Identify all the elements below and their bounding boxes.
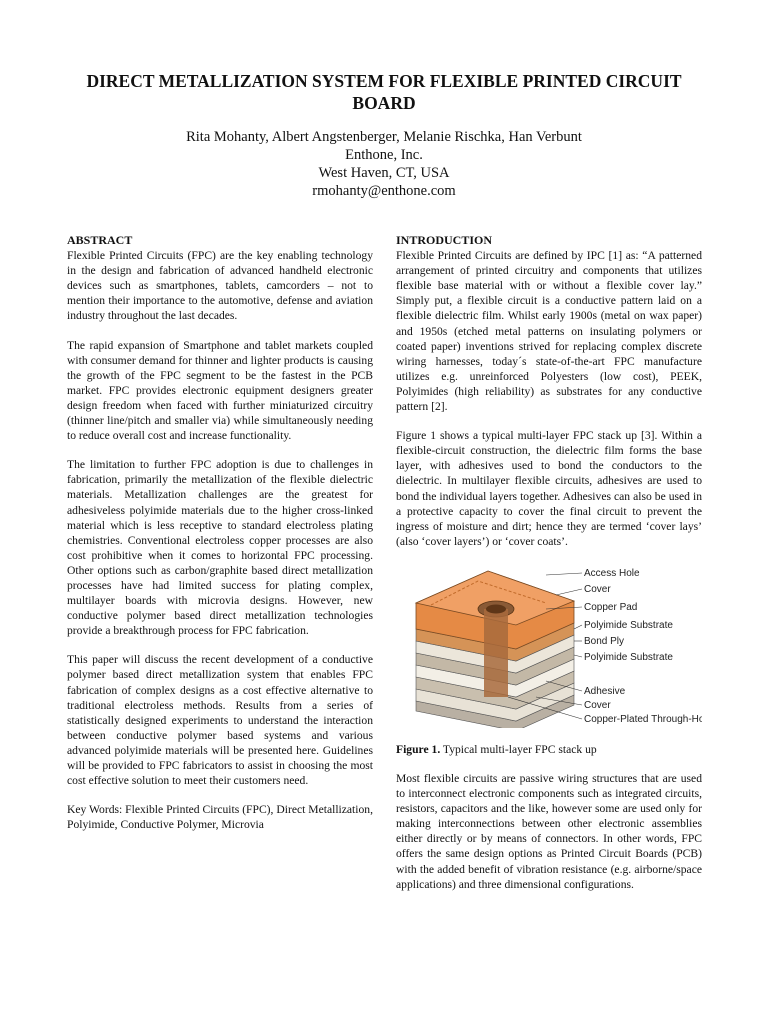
figure-1-caption — [396, 742, 702, 757]
abstract-paragraph-3: The limitation to further FPC adoption is due to challenges in fabrication, primarily the metallization of the flexible dielectric materials. Metallization challenges are the greatest for adhesiveless polyimide materials due to the higher cross-linked material which is less receptive to standard electroless plating chemistries. Conventional electroless copper processes are also cost prohibitive when it comes to horizontal FPC processing. Other options such as carbon/graphite based direct metallization processes have had limited success for plating complex, multilayer boards with microvia designs. However, new conductive polymer based direct metallization technologies provide a breakthrough process for FPC fabrication. — [67, 458, 373, 638]
callout-cover-top: Cover — [584, 583, 611, 595]
callout-polyimide-substrate-2: Polyimide Substrate — [584, 651, 673, 663]
abstract-paragraph-1: Flexible Printed Circuits (FPC) are the key enabling technology in the design and fabrication of advanced handheld electronic devices such as smartphones, tablets, camcorders – not to mention their importance to the automotive, defense and aviation industry throughout the last decades. — [67, 249, 373, 323]
callout-cover-bottom: Cover — [584, 699, 611, 711]
introduction-heading: INTRODUCTION — [396, 233, 493, 247]
fpc-stackup-figure — [396, 563, 702, 728]
abstract-section — [67, 233, 373, 324]
callout-polyimide-substrate-1: Polyimide Substrate — [584, 619, 673, 631]
introduction-paragraph-1: Flexible Printed Circuits are defined by IPC [1] as: “A patterned arrangement of printed circuitry and components that utilizes flexible base material with or without a flexible cover lay.” Simply put, a flexible circuit is a conductive pattern laid on a flexible dielectric film. Whilst early 1900s (metal on wax paper) and 1950s (etched metal patterns on insulating polymers or coated paper) inventions strived for replacing complex discrete wiring harnesses, today´s state-of-the-art FPC manufacture utilizes e.g. unreinforced Polyesters (low cost), PEEK, Polyimides (high reliability) as substrates for any conductive pattern [2]. — [396, 249, 702, 414]
right-column — [396, 233, 702, 906]
figure-1-caption-text: Typical multi-layer FPC stack up — [440, 742, 597, 756]
author-email: rmohanty@enthone.com — [312, 183, 456, 199]
abstract-heading: ABSTRACT — [67, 233, 133, 247]
paper-title: DIRECT METALLIZATION SYSTEM FOR FLEXIBLE PRINTED CIRCUIT BOARD — [86, 71, 682, 113]
author-block — [84, 128, 684, 200]
fpc-stackup-illustration — [396, 563, 702, 728]
callout-adhesive: Adhesive — [584, 685, 626, 697]
author-company: Enthone, Inc. — [345, 147, 423, 163]
key-words: Key Words: Flexible Printed Circuits (FPC), Direct Metallization, Polyimide, Conductive Polymer, Microvia — [67, 803, 373, 832]
author-names: Rita Mohanty, Albert Angstenberger, Melanie Rischka, Han Verbunt — [186, 129, 582, 145]
callout-copper-pad: Copper Pad — [584, 601, 638, 613]
callout-bond-ply: Bond Ply — [584, 635, 625, 647]
callout-through-hole: Copper-Plated Through-Hole — [584, 713, 702, 725]
introduction-paragraph-3: Most flexible circuits are passive wiring structures that are used to interconnect electronic components such as integrated circuits, resistors, capacitors and the like, however some are used only for making interconnections between other electronic assemblies either directly or by means of connectors. In other words, FPC offers the same design options as Printed Circuit Boards (PCB) with the added benefit of vibration resistance (e.g. airborne/space applications) and three dimensional configurations. — [396, 771, 702, 891]
left-column — [67, 233, 373, 846]
layer-stack — [416, 571, 574, 728]
author-location: West Haven, CT, USA — [318, 165, 450, 181]
introduction-paragraph-2: Figure 1 shows a typical multi-layer FPC stack up [3]. Within a flexible-circuit construction, the dielectric film forms the base layer, with adhesives used to bond the conductors to the dielectric. In multilayer flexible circuits, adhesives are used to bond the individual layers together. Adhesives can also be used in a protective capacity to cover the final circuit to prevent the ingress of moisture and dirt; hence they are termed ‘cover lays’ (also ‘cover layers’) or ‘cover coats’. — [396, 429, 702, 548]
abstract-paragraph-4: This paper will discuss the recent development of a conductive polymer based direct metallization system that enables FPC fabrication of complex designs as a cost effective alternative to traditional electroless methods. Results from a series of statistically designed experiments to understand the interaction between conductive polymer based systems and various advanced polyimide materials will be presented here. Guidelines will be provided to FPC fabricators to assist in choosing the most cost effective solution to meet their customers need. — [67, 653, 373, 788]
callout-access-hole: Access Hole — [584, 567, 640, 579]
introduction-section — [396, 233, 702, 414]
figure-1-label: Figure 1. — [396, 742, 441, 756]
abstract-paragraph-2: The rapid expansion of Smartphone and tablet markets coupled with consumer demand for thinner and lighter products is causing the growth of the FPC segment to be the fastest in the PCB market. FPC provides electronic equipment designers greater design freedom when faced with further miniaturized circuitry (thinner line/pitch and smaller via) while simultaneously needing to reduce overall cost and increase functionality. — [67, 338, 373, 443]
